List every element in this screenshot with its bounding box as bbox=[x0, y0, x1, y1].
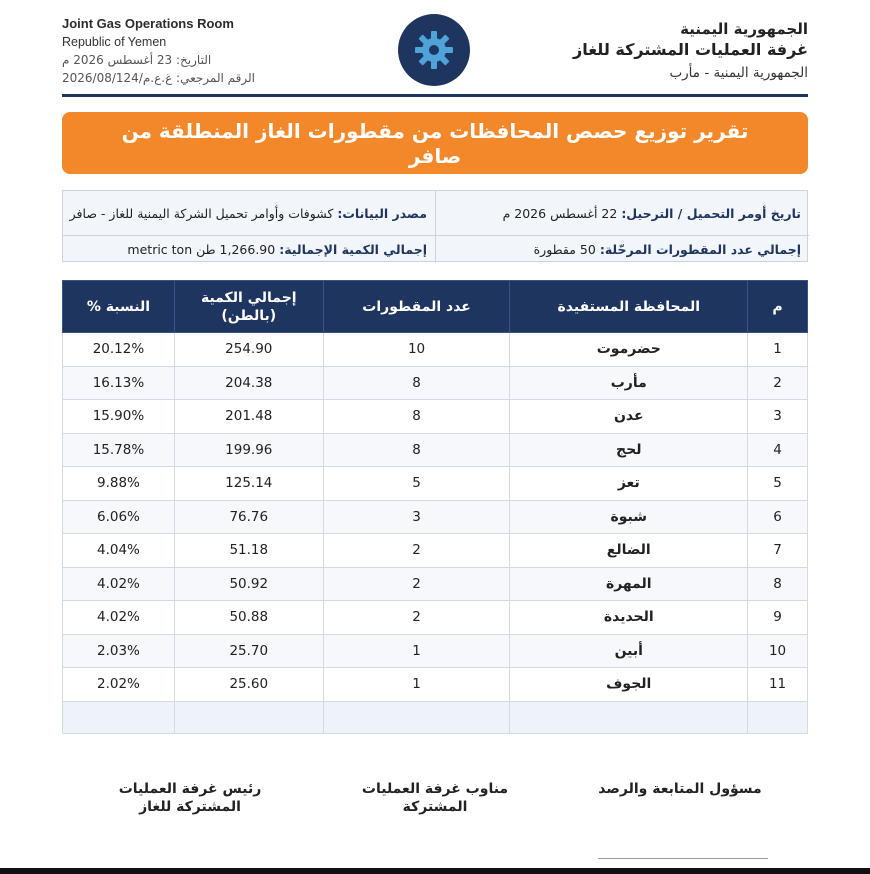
cell-governorate: عدن bbox=[510, 400, 748, 434]
signature-duty-officer: مناوب غرفة العمليات المشتركة bbox=[361, 781, 509, 815]
cell-trailers: 2 bbox=[323, 567, 510, 601]
signature-line bbox=[598, 858, 768, 859]
title-ar-room: غرفة العمليات المشتركة للغاز bbox=[573, 40, 808, 59]
header-left-block bbox=[62, 16, 292, 85]
cell-governorate: الحديدة bbox=[510, 601, 748, 635]
cell-percent: 6.06% bbox=[63, 500, 175, 534]
quantity-total-label: إجمالي الكمية الإجمالية: bbox=[279, 242, 427, 257]
cell-index: 7 bbox=[748, 534, 808, 568]
trailers-total-value: 50 مقطورة bbox=[533, 242, 596, 257]
col-header-index: م bbox=[748, 281, 808, 333]
table-row bbox=[63, 467, 808, 501]
trailers-total-cell bbox=[436, 235, 809, 263]
distribution-table bbox=[62, 280, 808, 734]
table-row bbox=[63, 567, 808, 601]
header-divider bbox=[62, 94, 808, 97]
cell-trailers: 3 bbox=[323, 500, 510, 534]
table-row bbox=[63, 634, 808, 668]
summary-cell bbox=[323, 701, 510, 733]
cell-governorate: أبين bbox=[510, 634, 748, 668]
logo bbox=[398, 14, 470, 86]
footer-bar bbox=[0, 868, 870, 874]
cell-governorate: المهرة bbox=[510, 567, 748, 601]
col-header-governorate: المحافظة المستفيدة bbox=[510, 281, 748, 333]
cell-index: 11 bbox=[748, 668, 808, 702]
cell-percent: 15.90% bbox=[63, 400, 175, 434]
cell-index: 5 bbox=[748, 467, 808, 501]
data-source-label: مصدر البيانات: bbox=[337, 205, 427, 221]
reference-number: الرقم المرجعي: غ.ع.م/2026/08/124 bbox=[62, 71, 255, 85]
cell-trailers: 1 bbox=[323, 634, 510, 668]
col-header-quantity: إجمالي الكمية (بالطن) bbox=[174, 281, 323, 333]
cell-quantity: 76.76 bbox=[174, 500, 323, 534]
table-body bbox=[63, 333, 808, 734]
cell-quantity: 50.88 bbox=[174, 601, 323, 635]
table-row bbox=[63, 668, 808, 702]
table-row bbox=[63, 366, 808, 400]
table-row bbox=[63, 333, 808, 367]
cell-index: 8 bbox=[748, 567, 808, 601]
data-source-value: كشوفات وأوامر تحميل الشركة اليمنية للغاز - صافر bbox=[69, 205, 334, 221]
cell-index: 1 bbox=[748, 333, 808, 367]
table-header-row bbox=[63, 281, 808, 333]
loading-date-value: 22 أغسطس 2026 م bbox=[502, 205, 618, 221]
cell-governorate: شبوة bbox=[510, 500, 748, 534]
cell-index: 3 bbox=[748, 400, 808, 434]
header-right-block bbox=[508, 20, 808, 81]
cell-quantity: 125.14 bbox=[174, 467, 323, 501]
cell-quantity: 254.90 bbox=[174, 333, 323, 367]
cell-quantity: 199.96 bbox=[174, 433, 323, 467]
signature-monitoring: مسؤول المتابعة والرصد bbox=[598, 781, 762, 797]
quantity-total-value: 1,266.90 طن metric ton bbox=[127, 242, 276, 257]
cell-quantity: 50.92 bbox=[174, 567, 323, 601]
country-name-en: Republic of Yemen bbox=[62, 35, 167, 49]
cell-quantity: 25.60 bbox=[174, 668, 323, 702]
cell-governorate: مأرب bbox=[510, 366, 748, 400]
loading-date-label: تاريخ أومر التحميل / الترحيل: bbox=[621, 205, 801, 221]
title-ar-republic: الجمهورية اليمنية bbox=[680, 20, 808, 38]
signature-head: رئيس غرفة العمليات المشتركة للغاز bbox=[118, 781, 262, 815]
document-header bbox=[0, 0, 870, 96]
report-info-box bbox=[62, 190, 808, 262]
cell-trailers: 5 bbox=[323, 467, 510, 501]
table-row bbox=[63, 534, 808, 568]
cell-trailers: 8 bbox=[323, 433, 510, 467]
report-title-banner: تقرير توزيع حصص المحافظات من مقطورات الغاز المنطلقة من صافر bbox=[62, 112, 808, 174]
cell-percent: 4.02% bbox=[63, 567, 175, 601]
cell-quantity: 201.48 bbox=[174, 400, 323, 434]
cell-index: 9 bbox=[748, 601, 808, 635]
loading-date-cell bbox=[436, 191, 809, 235]
cell-percent: 9.88% bbox=[63, 467, 175, 501]
cell-percent: 2.03% bbox=[63, 634, 175, 668]
cell-index: 4 bbox=[748, 433, 808, 467]
cell-percent: 4.02% bbox=[63, 601, 175, 635]
cell-trailers: 8 bbox=[323, 366, 510, 400]
cell-governorate: تعز bbox=[510, 467, 748, 501]
cell-trailers: 2 bbox=[323, 534, 510, 568]
cell-percent: 20.12% bbox=[63, 333, 175, 367]
col-header-percent: النسبة % bbox=[63, 281, 175, 333]
table-summary-row bbox=[63, 701, 808, 733]
cell-governorate: الضالع bbox=[510, 534, 748, 568]
cell-trailers: 1 bbox=[323, 668, 510, 702]
cell-index: 2 bbox=[748, 366, 808, 400]
cell-percent: 15.78% bbox=[63, 433, 175, 467]
cell-quantity: 25.70 bbox=[174, 634, 323, 668]
table-row bbox=[63, 433, 808, 467]
summary-cell bbox=[63, 701, 175, 733]
cell-governorate: الجوف bbox=[510, 668, 748, 702]
summary-cell bbox=[174, 701, 323, 733]
cell-index: 6 bbox=[748, 500, 808, 534]
report-date: التاريخ: 23 أغسطس 2026 م bbox=[62, 53, 212, 67]
org-name-en: Joint Gas Operations Room bbox=[62, 16, 234, 31]
cell-index: 10 bbox=[748, 634, 808, 668]
table-row bbox=[63, 601, 808, 635]
cell-percent: 16.13% bbox=[63, 366, 175, 400]
cell-trailers: 10 bbox=[323, 333, 510, 367]
trailers-total-label: إجمالي عدد المقطورات المرحّلة: bbox=[599, 242, 801, 257]
title-ar-location: الجمهورية اليمنية - مأرب bbox=[669, 65, 808, 81]
quantity-total-cell bbox=[63, 235, 436, 263]
table-row bbox=[63, 400, 808, 434]
col-header-trailers: عدد المقطورات bbox=[323, 281, 510, 333]
data-source-cell bbox=[63, 191, 436, 235]
cell-percent: 4.04% bbox=[63, 534, 175, 568]
cell-governorate: حضرموت bbox=[510, 333, 748, 367]
cell-quantity: 51.18 bbox=[174, 534, 323, 568]
summary-cell bbox=[748, 701, 808, 733]
cell-quantity: 204.38 bbox=[174, 366, 323, 400]
gear-icon bbox=[412, 28, 456, 72]
summary-cell bbox=[510, 701, 748, 733]
table-row bbox=[63, 500, 808, 534]
cell-trailers: 2 bbox=[323, 601, 510, 635]
cell-governorate: لحج bbox=[510, 433, 748, 467]
cell-percent: 2.02% bbox=[63, 668, 175, 702]
cell-trailers: 8 bbox=[323, 400, 510, 434]
